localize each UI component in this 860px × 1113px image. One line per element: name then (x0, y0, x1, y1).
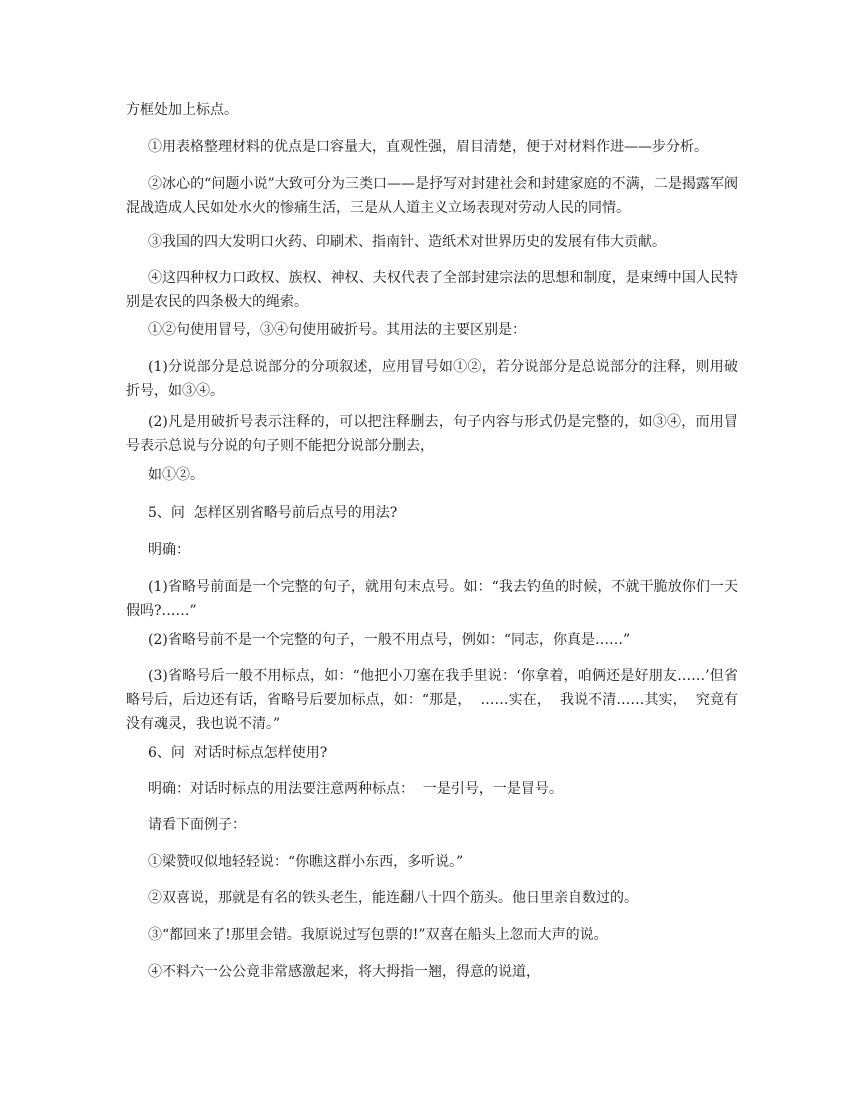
question-heading: 6、问 对话时标点怎样使用? (148, 745, 328, 761)
paragraph: ④不料六一公公竟非常感激起来，将大拇指一翘，得意的说道， (148, 964, 540, 980)
paragraph: ②双喜说，那就是有名的铁头老生，能连翻八十四个筋头。他日里亲自数过的。 (148, 890, 638, 906)
paragraph: (2)凡是用破折号表示注释的，可以把注释删去，句子内容与形式仍是完整的，如③④，而用冒号表示总说与分说的句子则不能把分说部分删去， (126, 414, 738, 454)
paragraph: ①梁赞叹似地轻轻说：“你瞧这群小东西，多听说。” (148, 854, 464, 870)
paragraph: (2)省略号前不是一个完整的句子，一般不用点号，例如：“同志，你真是……” (148, 632, 631, 648)
paragraph: (1)省略号前面是一个完整的句子，就用句末点号。如：“我去钓鱼的时候，不就干脆放你们一天假吗?……” (126, 579, 738, 619)
paragraph: (1)分说部分是总说部分的分项叙述，应用冒号如①②，若分说部分是总说部分的注释，则用破折号，如③④。 (126, 359, 738, 399)
paragraph: 如①②。 (148, 467, 204, 483)
paragraph: ②冰心的“问题小说”大致可分为三类口——是抒写对封建社会和封建家庭的不满，二是揭露军阀混战造成人民如处水火的惨痛生活，三是从人道主义立场表现对劳动人民的同情。 (126, 176, 738, 216)
paragraph: 方框处加上标点。 (126, 102, 238, 118)
paragraph: ①用表格整理材料的优点是口容量大，直观性强，眉目清楚，便于对材料作进——步分析。 (148, 139, 708, 155)
paragraph: ④这四种权力口政权、族权、神权、夫权代表了全部封建宗法的思想和制度，是束缚中国人民特别是农民的四条极大的绳索。 (126, 270, 738, 310)
paragraph: 明确： (148, 542, 190, 558)
paragraph: ①②句使用冒号，③④句使用破折号。其用法的主要区别是： (148, 322, 526, 338)
paragraph: 明确：对话时标点的用法要注意两种标点： 一是引号，一是冒号。 (148, 781, 563, 797)
paragraph: 请看下面例子： (148, 817, 246, 833)
question-heading: 5、问 怎样区别省略号前后点号的用法? (148, 505, 398, 521)
paragraph: (3)省略号后一般不用标点，如：“他把小刀塞在我手里说：‘你拿着，咱俩还是好朋友……’但省略号后，后边还有话，省略号后要加标点，如：“那是， ……实在， 我说不清……其实， 究竟有没有魂灵，我也说不清。” (126, 668, 738, 732)
paragraph: ③我国的四大发明口火药、印刷术、指南针、造纸术对世界历史的发展有伟大贡献。 (148, 234, 666, 250)
paragraph: ③“都回来了!那里会错。我原说过写包票的!”双喜在船头上忽而大声的说。 (148, 927, 608, 943)
